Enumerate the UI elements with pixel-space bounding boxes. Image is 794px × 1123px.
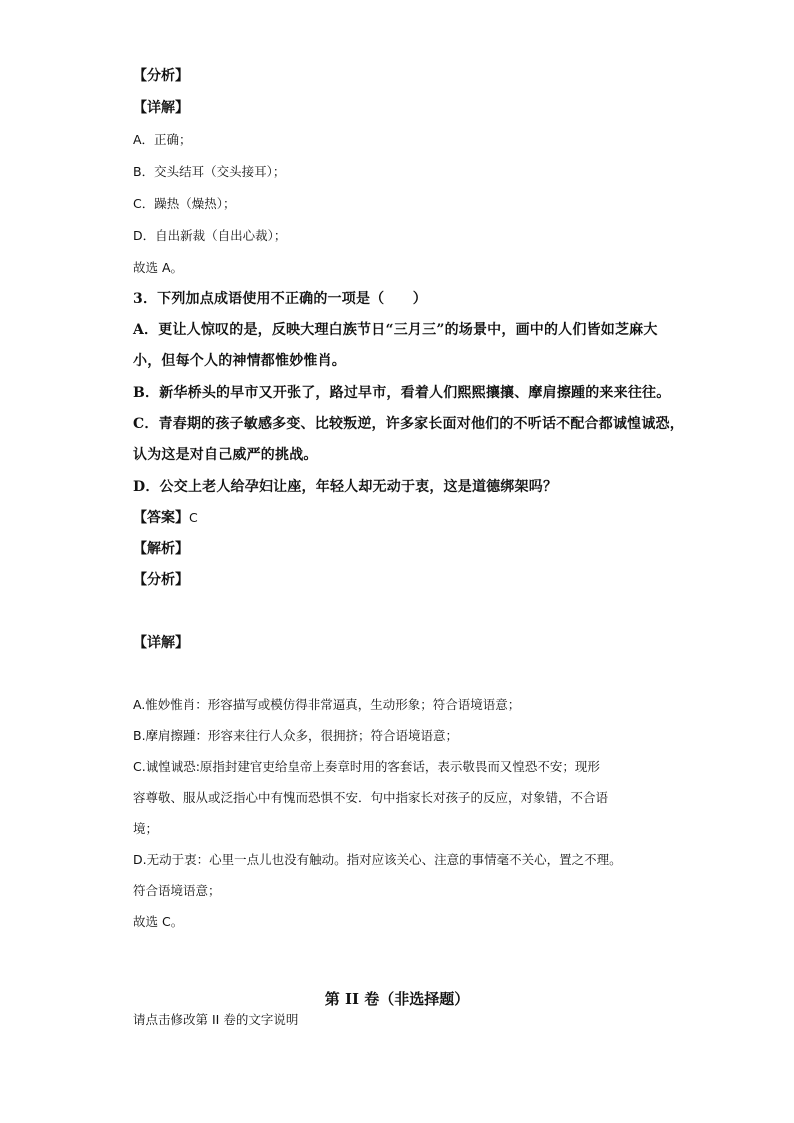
answer-row bbox=[133, 510, 198, 527]
option-a-line1: A．更让人惊叹的是，反映大理白族节日“三月三”的场景中，画中的人们皆如芝麻大 bbox=[133, 322, 658, 338]
option-a-line2: 小，但每个人的神情都惟妙惟肖。 bbox=[133, 353, 346, 369]
detail-heading: 【详解】 bbox=[133, 100, 189, 116]
part2-title: 第 II 卷（非选择题） bbox=[324, 990, 470, 1008]
answer-item-a: A．正确； bbox=[133, 132, 192, 147]
conclusion-text-2: 故选 C。 bbox=[133, 914, 184, 929]
option-d: D．公交上老人给孕妇让座，年轻人却无动于衷，这是道德绑架吗？ bbox=[133, 479, 558, 495]
conclusion-text: 故选 A。 bbox=[133, 260, 184, 275]
explanation-d-line2: 符合语境语意； bbox=[133, 883, 221, 898]
answer-item-c: C．躁热（燥热）； bbox=[133, 196, 236, 211]
explanation-d-line1: D.无动于衷：心里一点儿也没有触动。指对应该关心、注意的事情毫不关心，置之不理。 bbox=[133, 852, 622, 867]
answer-value: C bbox=[189, 510, 198, 525]
explanation-a: A.惟妙惟肖：形容描写或模仿得非常逼真，生动形象；符合语境语意； bbox=[133, 697, 521, 712]
part2-note: 请点击修改第 II 卷的文字说明 bbox=[133, 1012, 299, 1027]
explanation-heading: 【解析】 bbox=[133, 541, 189, 557]
explanation-b: B.摩肩擦踵：形容来往行人众多，很拥挤；符合语境语意； bbox=[133, 728, 459, 743]
detail-heading-2: 【详解】 bbox=[133, 635, 189, 651]
answer-item-b: B．交头结耳（交头接耳）； bbox=[133, 164, 286, 179]
explanation-c-line2: 容尊敬、服从或泛指心中有愧而恐惧不安．句中指家长对孩子的反应，对象错，不合语 bbox=[133, 790, 609, 805]
option-b: B．新华桥头的早市又开张了，路过早市，看着人们熙熙攘攘、摩肩擦踵的来来往往。 bbox=[133, 385, 671, 401]
analysis-heading: 【分析】 bbox=[133, 68, 189, 84]
answer-label: 【答案】 bbox=[133, 510, 189, 526]
explanation-c-line3: 境； bbox=[133, 821, 159, 836]
option-c-line1: C．青春期的孩子敏感多变、比较叛逆，许多家长面对他们的不听话不配合都诚惶诚恐， bbox=[133, 416, 684, 432]
answer-item-d: D．自出新裁（自出心裁）； bbox=[133, 228, 287, 243]
analysis-heading-2: 【分析】 bbox=[133, 572, 189, 588]
option-c-line2: 认为这是对自己威严的挑战。 bbox=[133, 447, 318, 463]
explanation-c-line1: C.诚惶诚恐:原指封建官吏给皇帝上奏章时用的客套话，表示敬畏而又惶恐不安；现形 bbox=[133, 759, 600, 774]
question-stem: 3．下列加点成语使用不正确的一项是（ ） bbox=[133, 291, 427, 307]
